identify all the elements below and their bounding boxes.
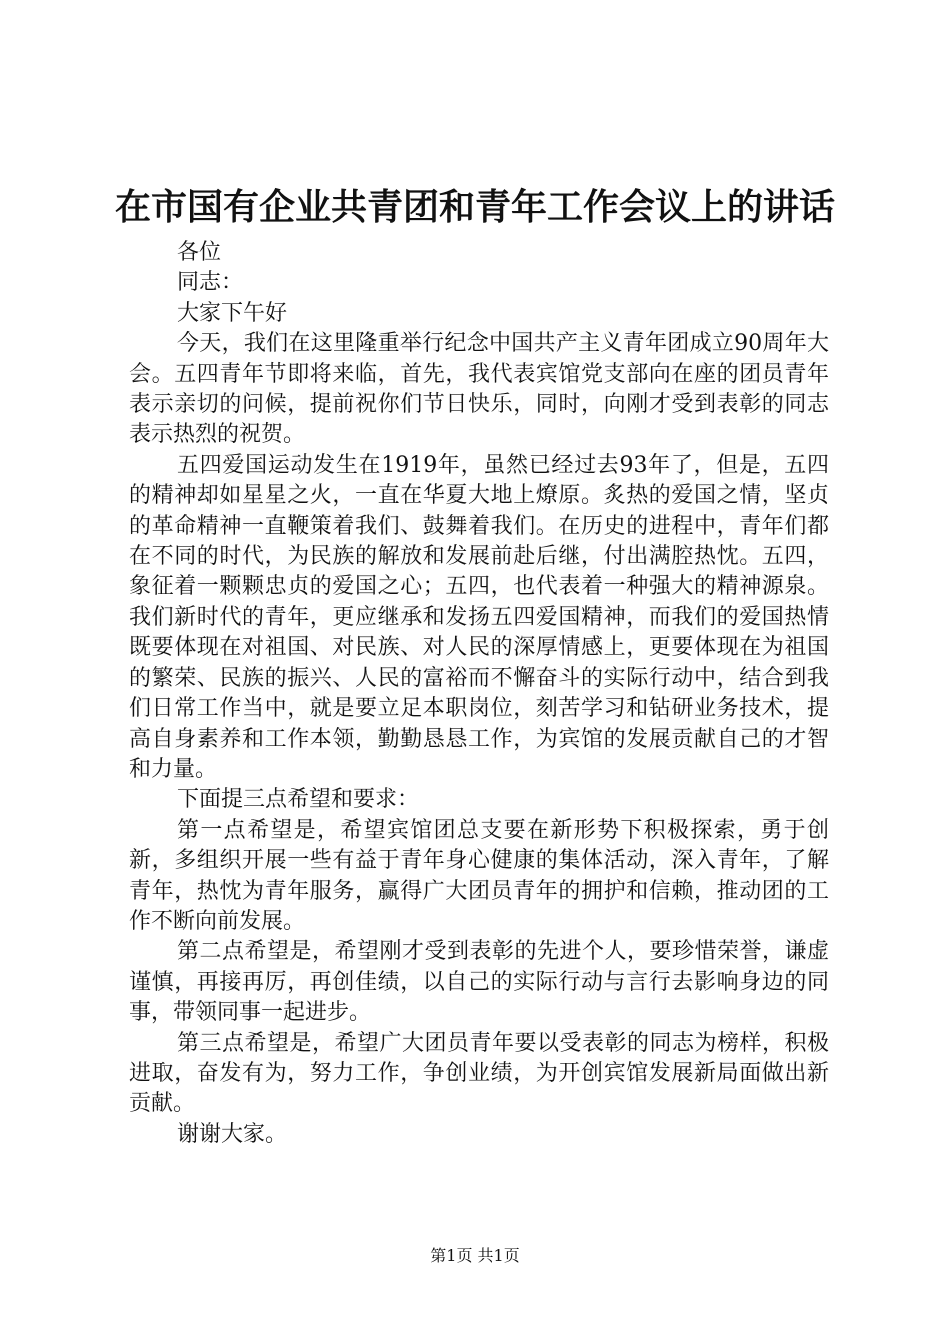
body-paragraph: 下面提三点希望和要求： bbox=[177, 787, 420, 813]
closing-paragraph: 谢谢大家。 bbox=[177, 1121, 288, 1147]
greeting-paragraph: 各位 bbox=[177, 240, 222, 265]
body-paragraph: 第三点希望是，希望广大团员青年要以受表彰的同志为榜样，积极进取，奋发有为，努力工作，争创业绩，为开创宾馆发展新局面做出新贡献。 bbox=[129, 1030, 829, 1117]
opening-paragraph: 大家下午好 bbox=[177, 300, 288, 326]
body-paragraph: 第二点希望是，希望刚才受到表彰的先进个人，要珍惜荣誉，谦虚谨慎，再接再厉，再创佳绩，以自己的实际行动与言行去影响身边的同事，带领同事一起进步。 bbox=[129, 939, 829, 1026]
salutation-paragraph: 同志： bbox=[177, 270, 244, 296]
document-body bbox=[129, 238, 829, 1150]
page-footer: 第1页 共1页 bbox=[430, 1246, 520, 1265]
document-title: 在市国有企业共青团和青年工作会议上的讲话 bbox=[114, 187, 835, 228]
body-paragraph: 五四爱国运动发生在1919年，虽然已经过去93年了，但是，五四的精神却如星星之火，一直在华夏大地上燎原。炙热的爱国之情，坚贞的革命精神一直鞭策着我们、鼓舞着我们。在历史的进程中，青年们都在不同的时代，为民族的解放和发展前赴后继，付出满腔热忱。五四，象征着一颗颗忠贞的爱国之心；五四，也代表着一种强大的精神源泉。我们新时代的青年，更应继承和发扬五四爱国精神，而我们的爱国热情既要体现在对祖国、对民族、对人民的深厚情感上，更要体现在为祖国的繁荣、民族的振兴、人民的富裕而不懈奋斗的实际行动中，结合到我们日常工作当中，就是要立足本职岗位，刻苦学习和钻研业务技术，提高自身素养和工作本领，勤勤恳恳工作，为宾馆的发展贡献自己的才智和力量。 bbox=[129, 452, 829, 782]
body-paragraph: 第一点希望是，希望宾馆团总支要在新形势下积极探索，勇于创新，多组织开展一些有益于青年身心健康的集体活动，深入青年，了解青年，热忱为青年服务，赢得广大团员青年的拥护和信赖，推动团的工作不断向前发展。 bbox=[129, 817, 829, 934]
body-paragraph: 今天，我们在这里隆重举行纪念中国共产主义青年团成立90周年大会。五四青年节即将来临，首先，我代表宾馆党支部向在座的团员青年表示亲切的问候，提前祝你们节日快乐，同时，向刚才受到表彰的同志表示热烈的祝贺。 bbox=[129, 331, 829, 448]
